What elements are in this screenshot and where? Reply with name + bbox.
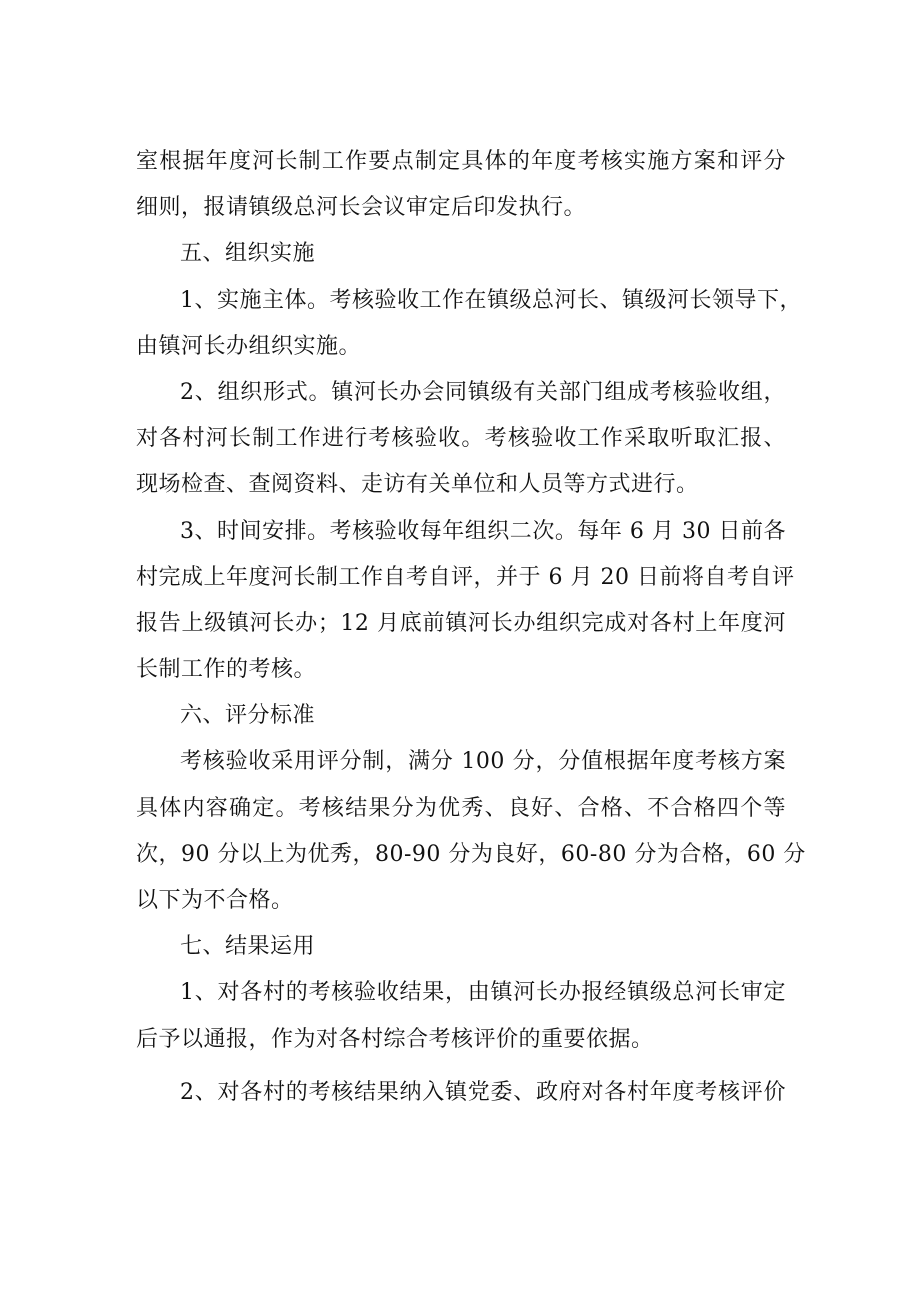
text-line: 现场检查、查阅资料、走访有关单位和人员等方式进行。 (136, 472, 699, 498)
text-line: 3、时间安排。考核验收每年组织二次。每年 6 月 30 日前各 (180, 518, 786, 544)
text-line: 后予以通报，作为对各村综合考核评价的重要依据。 (136, 1026, 654, 1052)
text-line: 报告上级镇河长办；12 月底前镇河长办组织完成对各村上年度河 (136, 610, 786, 636)
text-line: 由镇河长办组织实施。 (136, 333, 362, 359)
section-heading: 七、结果运用 (180, 934, 316, 960)
section-heading: 五、组织实施 (180, 241, 316, 267)
text-line: 1、实施主体。考核验收工作在镇级总河长、镇级河长领导下， (180, 287, 802, 313)
text-line: 2、组织形式。镇河长办会同镇级有关部门组成考核验收组， (180, 379, 786, 405)
text-line: 考核验收采用评分制，满分 100 分，分值根据年度考核方案 (180, 749, 786, 775)
text-line: 室根据年度河长制工作要点制定具体的年度考核实施方案和评分 (136, 149, 786, 174)
text-line: 具体内容确定。考核结果分为优秀、良好、合格、不合格四个等 (136, 795, 786, 821)
text-line: 长制工作的考核。 (136, 657, 317, 683)
text-line: 村完成上年度河长制工作自考自评，并于 6 月 20 日前将自考自评 (136, 564, 795, 590)
text-line: 以下为不合格。 (136, 888, 294, 913)
text-line: 2、对各村的考核结果纳入镇党委、政府对各村年度考核评价 (180, 1079, 786, 1105)
text-line: 次，90 分以上为优秀，80-90 分为良好，60-80 分为合格，60 分 (136, 841, 806, 867)
text-line: 细则，报请镇级总河长会议审定后印发执行。 (136, 195, 587, 221)
section-heading: 六、评分标准 (180, 703, 316, 729)
document-body (136, 149, 806, 1127)
text-line: 对各村河长制工作进行考核验收。考核验收工作采取听取汇报、 (136, 426, 786, 452)
text-line: 1、对各村的考核验收结果，由镇河长办报经镇级总河长审定 (180, 980, 786, 1006)
